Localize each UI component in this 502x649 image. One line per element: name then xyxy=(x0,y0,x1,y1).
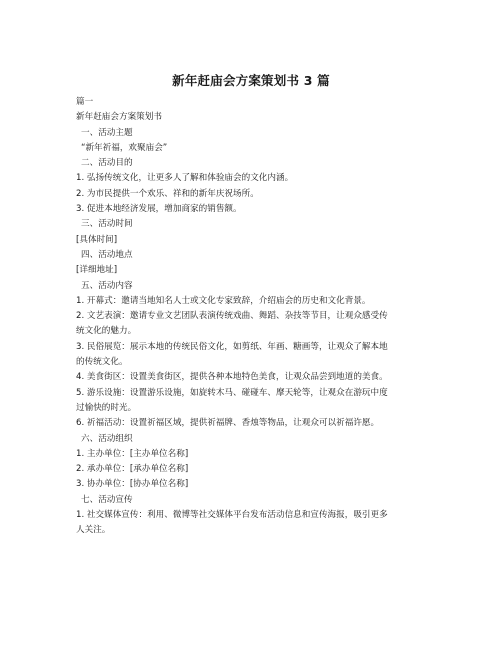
document-title: 新年赶庙会方案策划书 3 篇 xyxy=(172,73,330,88)
text-line: [具体时间] xyxy=(76,234,118,245)
text-line: 3. 促进本地经济发展，增加商家的销售额。 xyxy=(76,204,242,215)
text-line: “新年祈福，欢聚庙会” xyxy=(81,142,168,153)
text-line: 一、活动主题 xyxy=(81,127,133,138)
text-line: 5. 游乐设施：设置游乐设施，如旋转木马、碰碰车、摩天轮等，让观众在游玩中度 xyxy=(76,387,388,398)
text-line: 2. 为市民提供一个欢乐、祥和的新年庆祝场所。 xyxy=(76,188,259,199)
text-line: 1. 主办单位：[主办单位名称] xyxy=(76,448,189,459)
text-line: 的传统文化。 xyxy=(76,357,128,368)
text-line: 六、活动组织 xyxy=(81,433,133,444)
text-line: 篇一 xyxy=(76,97,94,107)
text-line: 3. 民俗展览：展示本地的传统民俗文化，如剪纸、年画、糖画等，让观众了解本地 xyxy=(76,341,388,352)
document-body xyxy=(76,95,432,539)
text-line: 1. 开幕式：邀请当地知名人士或文化专家致辞，介绍庙会的历史和文化背景。 xyxy=(76,295,371,306)
text-line: 过愉快的时光。 xyxy=(76,402,137,413)
text-line: 1. 社交媒体宣传：利用、微博等社交媒体平台发布活动信息和宣传海报，吸引更多 xyxy=(76,510,388,521)
text-line: 人关注。 xyxy=(76,525,111,536)
text-line: 6. 祈福活动：设置祈福区域，提供祈福牌、香烛等物品，让观众可以祈福许愿。 xyxy=(76,418,380,429)
text-line: [详细地址] xyxy=(76,265,118,276)
text-line: 三、活动时间 xyxy=(81,219,133,230)
text-line: 2. 承办单位：[承办单位名称] xyxy=(76,464,189,475)
text-line: 五、活动内容 xyxy=(81,280,133,291)
text-line: 2. 文艺表演：邀请专业文艺团队表演传统戏曲、舞蹈、杂技等节目，让观众感受传 xyxy=(76,311,388,322)
text-line: 统文化的魅力。 xyxy=(76,326,137,337)
text-line: 1. 弘扬传统文化，让更多人了解和体验庙会的文化内涵。 xyxy=(76,173,294,184)
text-line: 七、活动宣传 xyxy=(81,494,133,505)
text-line: 四、活动地点 xyxy=(81,249,133,260)
text-line: 新年赶庙会方案策划书 xyxy=(76,112,162,123)
text-line: 3. 协办单位：[协办单位名称] xyxy=(76,479,189,490)
text-line: 4. 美食街区：设置美食街区，提供各种本地特色美食，让观众品尝到地道的美食。 xyxy=(76,372,388,383)
text-line: 二、活动目的 xyxy=(81,158,133,169)
